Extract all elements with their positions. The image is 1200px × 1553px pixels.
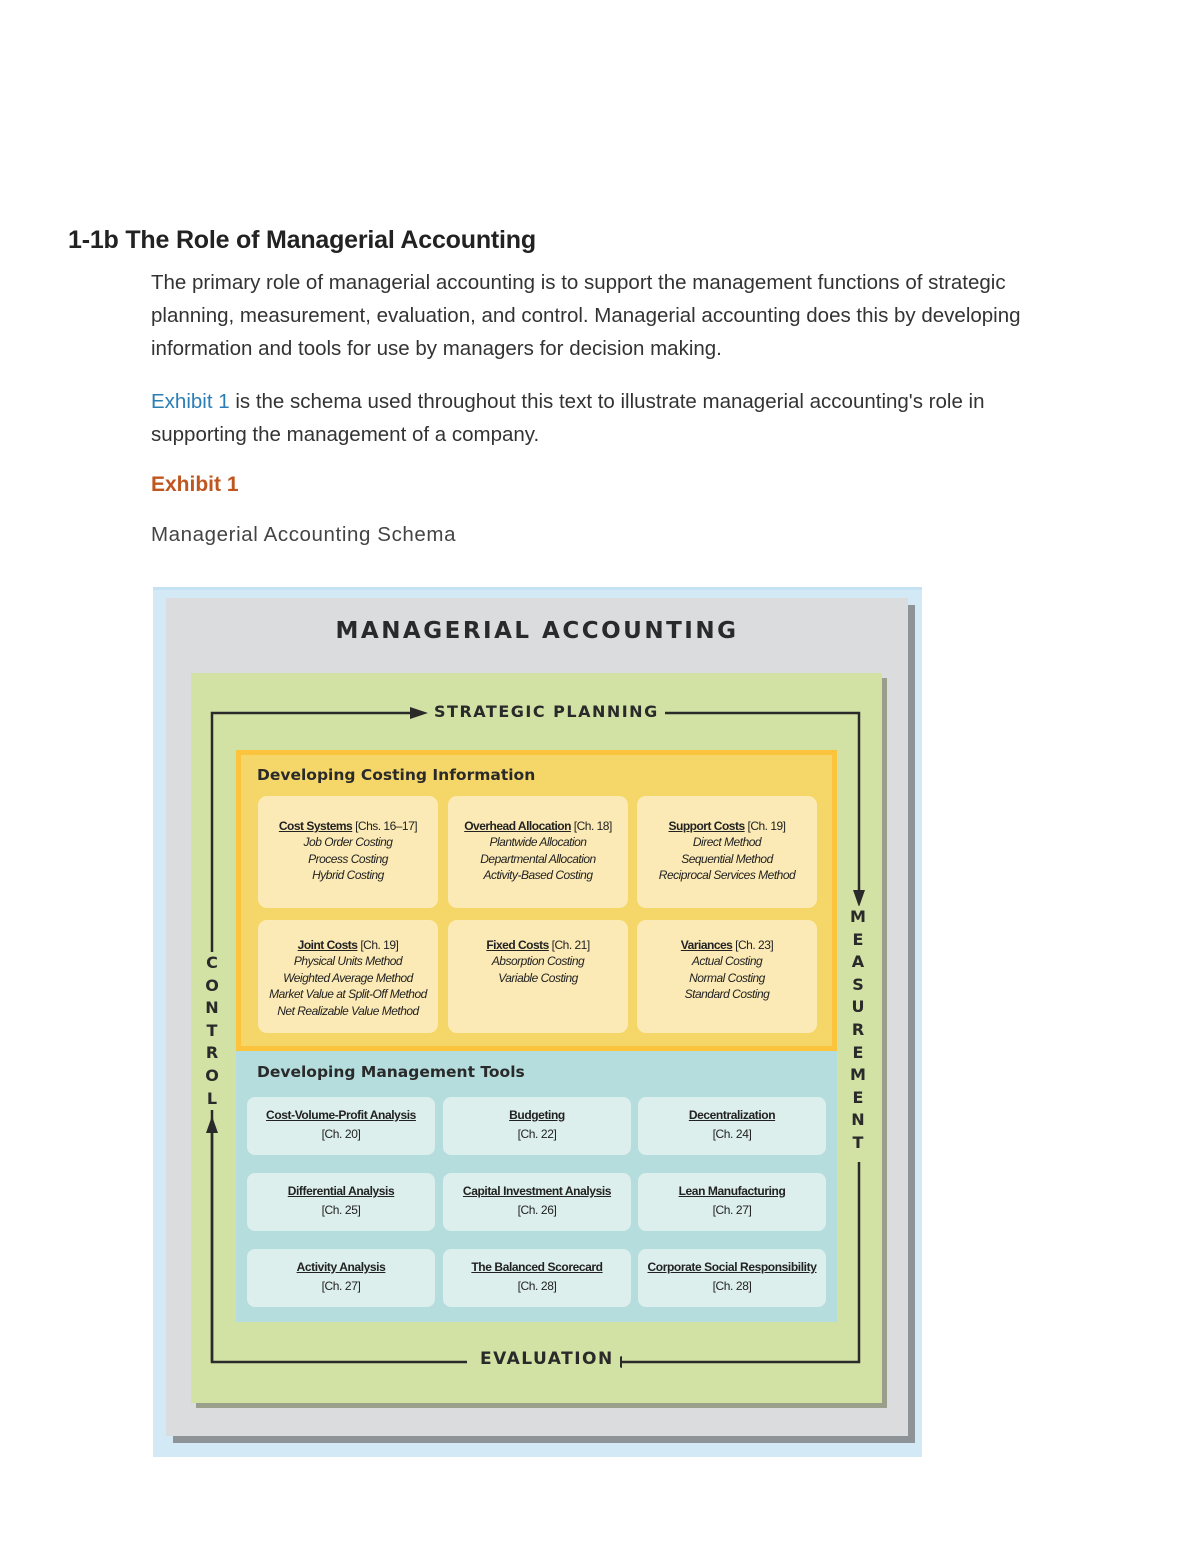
intro-paragraph: The primary role of managerial accounting is to support the management functions of strategic planning, measurement, evaluation, and control. Managerial accounting does this by developing information and tools for use by managers for decision making. <box>151 271 1021 360</box>
costing-box <box>637 920 817 1033</box>
costing-box-ref: [Ch. 21] <box>548 938 590 952</box>
measurement-letter: N <box>851 1110 865 1130</box>
control-letter: O <box>205 1065 219 1085</box>
costing-box-heading: Support Costs <box>668 819 745 833</box>
control-letter: L <box>206 1088 218 1108</box>
exhibit-link[interactable]: Exhibit 1 <box>151 390 230 413</box>
tool-box <box>638 1249 826 1307</box>
arrow-down-icon <box>853 890 865 907</box>
tool-box <box>247 1097 435 1155</box>
tool-box-heading: Cost-Volume-Profit Analysis <box>266 1108 416 1122</box>
arrow-right-icon <box>410 707 428 719</box>
tool-box <box>443 1173 631 1231</box>
costing-box-heading: Cost Systems <box>278 819 353 833</box>
measurement-letter: M <box>850 907 866 926</box>
costing-box-item: Process Costing <box>308 851 388 866</box>
measurement-letter: R <box>851 1019 865 1039</box>
measurement-letter: E <box>852 929 864 949</box>
control-letter: C <box>206 953 218 972</box>
tool-box-heading: Differential Analysis <box>287 1184 395 1198</box>
exhibit-label: Exhibit 1 <box>151 473 239 496</box>
costing-box-item: Direct Method <box>692 835 762 850</box>
tool-box <box>443 1249 631 1307</box>
control-letter: O <box>205 975 219 995</box>
measurement-letter: U <box>851 997 865 1017</box>
costing-box-item: Job Order Costing <box>303 835 393 850</box>
costing-box-ref: [Ch. 18] <box>570 819 612 833</box>
costing-box-heading: Fixed Costs <box>486 938 549 952</box>
tool-box-ref: [Ch. 22] <box>517 1127 557 1141</box>
arrow-up-icon <box>206 1116 218 1133</box>
costing-box-item: Actual Costing <box>691 954 763 969</box>
costing-box-item: Normal Costing <box>689 970 765 985</box>
figure-title: MANAGERIAL ACCOUNTING <box>335 618 739 644</box>
tool-box-ref: [Ch. 25] <box>321 1203 361 1217</box>
evaluation-label: EVALUATION <box>474 1349 620 1369</box>
costing-box-item: Net Realizable Value Method <box>277 1003 419 1018</box>
costing-box-item: Plantwide Allocation <box>489 835 587 850</box>
tool-box-heading: Decentralization <box>688 1108 776 1122</box>
costing-box-item: Sequential Method <box>681 851 773 866</box>
strategic-planning-label: STRATEGIC PLANNING <box>428 702 665 721</box>
tool-box-heading: Corporate Social Responsibility <box>647 1260 817 1274</box>
costing-box-item: Standard Costing <box>684 987 770 1002</box>
control-label <box>200 952 224 1110</box>
costing-box <box>258 920 438 1033</box>
costing-box <box>258 796 438 908</box>
control-letter: R <box>205 1043 219 1063</box>
exhibit-caption: Managerial Accounting Schema <box>151 523 457 546</box>
measurement-letter: S <box>852 974 864 994</box>
tool-box-heading: Activity Analysis <box>296 1260 386 1274</box>
tool-box-heading: The Balanced Scorecard <box>471 1260 603 1274</box>
costing-box-item: Variable Costing <box>498 970 578 985</box>
tool-box-ref: [Ch. 28] <box>517 1279 557 1293</box>
tool-box <box>638 1097 826 1155</box>
costing-box-item: Weighted Average Method <box>283 970 413 985</box>
costing-box-item: Reciprocal Services Method <box>658 868 796 883</box>
costing-box-heading: Overhead Allocation <box>464 819 571 833</box>
costing-box-ref: [Ch. 19] <box>744 819 786 833</box>
management-tools-title: Developing Management Tools <box>257 1063 525 1081</box>
costing-box-item: Absorption Costing <box>491 954 585 969</box>
costing-box-item: Market Value at Split-Off Method <box>269 987 427 1002</box>
tool-box-ref: [Ch. 24] <box>712 1127 752 1141</box>
schema-paragraph-text: is the schema used throughout this text to illustrate managerial accounting's role in supporting the management of a company. <box>151 390 985 446</box>
measurement-letter: A <box>851 952 865 972</box>
tool-box-ref: [Ch. 26] <box>517 1203 557 1217</box>
tool-box-heading: Lean Manufacturing <box>678 1184 786 1198</box>
control-letter: N <box>205 998 219 1018</box>
measurement-label <box>846 906 870 1155</box>
tool-box-ref: [Ch. 27] <box>712 1203 752 1217</box>
tool-box-ref: [Ch. 28] <box>712 1279 752 1293</box>
tool-box-ref: [Ch. 27] <box>321 1279 361 1293</box>
costing-box-ref: [Ch. 19] <box>357 938 399 952</box>
costing-box-item: Activity-Based Costing <box>483 868 593 883</box>
tool-box <box>247 1249 435 1307</box>
control-letter: T <box>206 1020 218 1040</box>
tool-box <box>638 1173 826 1231</box>
costing-box-ref: [Chs. 16–17] <box>352 819 418 833</box>
measurement-letter: M <box>850 1065 866 1085</box>
costing-box-item: Departmental Allocation <box>480 851 596 866</box>
costing-box-heading: Variances <box>680 938 733 952</box>
section-heading: 1-1b The Role of Managerial Accounting <box>68 226 536 254</box>
costing-box-ref: [Ch. 23] <box>732 938 774 952</box>
costing-box-heading: Joint Costs <box>297 938 358 952</box>
tool-box <box>443 1097 631 1155</box>
measurement-letter: E <box>852 1087 864 1107</box>
costing-information-title: Developing Costing Information <box>257 766 536 784</box>
measurement-letter: E <box>852 1042 864 1062</box>
tool-box-ref: [Ch. 20] <box>321 1127 361 1141</box>
costing-box <box>637 796 817 908</box>
costing-box <box>448 920 628 1033</box>
costing-box-item: Physical Units Method <box>293 954 403 969</box>
costing-box-item: Hybrid Costing <box>312 868 384 883</box>
tool-box-heading: Capital Investment Analysis <box>462 1184 612 1198</box>
tool-box-heading: Budgeting <box>509 1108 565 1122</box>
costing-box <box>448 796 628 908</box>
tool-box <box>247 1173 435 1231</box>
measurement-letter: T <box>852 1132 864 1152</box>
